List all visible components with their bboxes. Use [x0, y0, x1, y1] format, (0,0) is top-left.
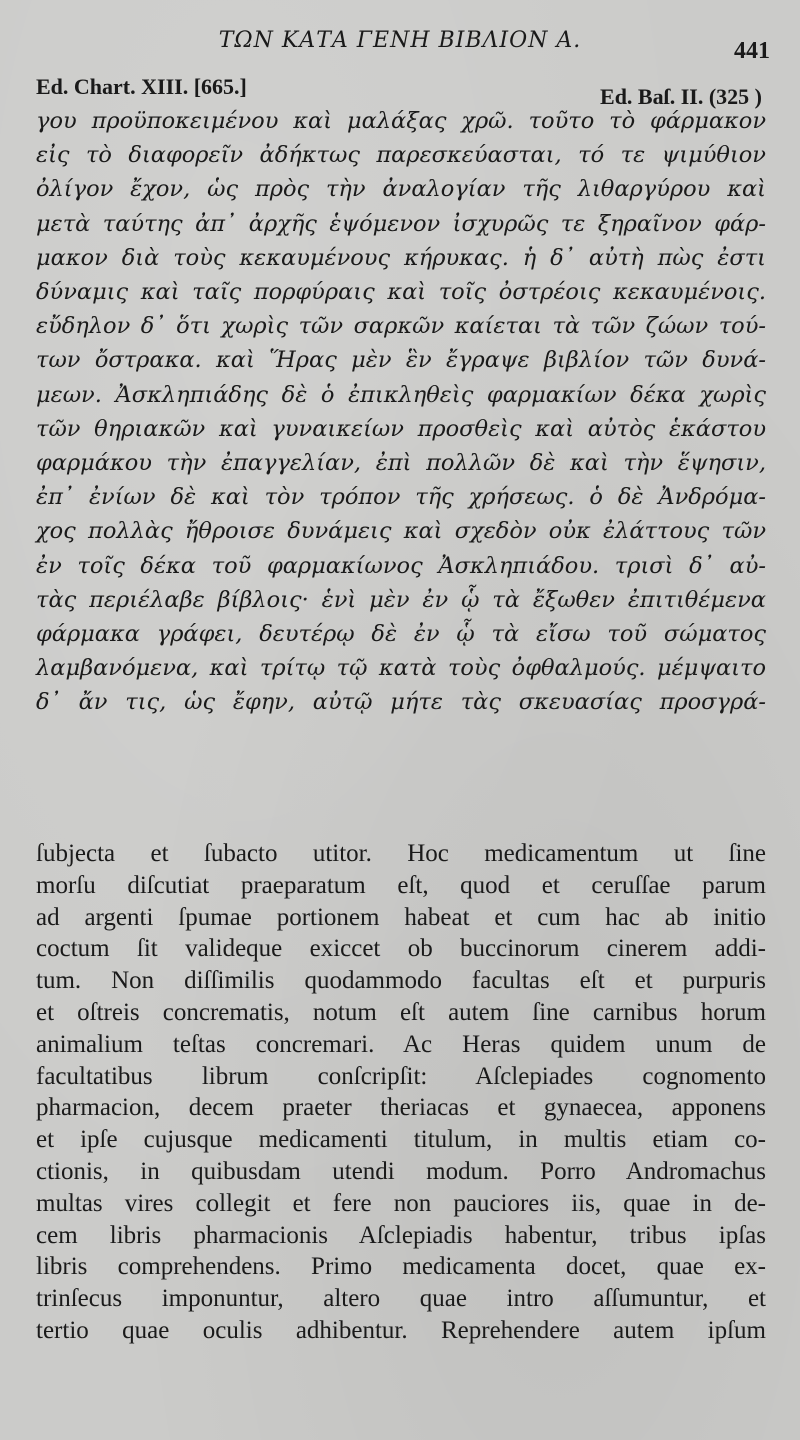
latin-line: ad argenti ſpumae portionem habeat et cum hac ab initio — [36, 903, 766, 931]
greek-line: φάρμακα γράφει, δευτέρῳ δὲ ἐν ᾧ τὰ εἴσω τοῦ σώματος — [36, 621, 766, 648]
latin-line: cem libris pharmacionis Aſclepiadis habentur, tribus ipſas — [36, 1221, 766, 1249]
latin-line: et ipſe cujusque medicamenti titulum, in multis etiam co- — [36, 1126, 766, 1154]
latin-line: facultatibus librum conſcripſit: Aſclepiades cognomento — [36, 1062, 766, 1090]
greek-line: εἰς τὸ διαφορεῖν ἀδήκτως παρεσκεύασται, τό τε ψιμύθιον — [36, 142, 766, 169]
latin-text-block — [36, 838, 766, 1347]
greek-line: δ᾽ ἄν τις, ὡς ἔφην, αὐτῷ μήτε τὰς σκευασίας προσγρά- — [36, 689, 766, 716]
latin-line: pharmacion, decem praeter theriacas et gynaecea, apponens — [36, 1094, 766, 1122]
greek-line: τὰς περιέλαβε βίβλοις· ἑνὶ μὲν ἐν ᾧ τὰ ἔξωθεν ἐπιτιθέμενα — [36, 586, 766, 613]
greek-line: ὀλίγον ἔχον, ὡς πρὸς τὴν ἀναλογίαν τῆς λιθαργύρου καὶ — [36, 176, 766, 203]
greek-line: ἐν τοῖς δέκα τοῦ φαρμακίωνος Ἀσκληπιάδου. τρισὶ δ᾽ αὐ- — [36, 552, 766, 579]
greek-line: γου προϋποκειμένου καὶ μαλάξας χρῶ. τοῦτο τὸ φάρμακον — [36, 108, 766, 134]
greek-line: των ὄστρακα. καὶ Ἥρας μὲν ἓν ἔγραψε βιβλίον τῶν δυνά- — [36, 347, 766, 374]
greek-line: ἐπ᾽ ἐνίων δὲ καὶ τὸν τρόπον τῆς χρήσεως. ὁ δὲ Ἀνδρόμα- — [36, 484, 766, 511]
latin-line: ctionis, in quibusdam utendi modum. Porro Andromachus — [36, 1157, 766, 1185]
latin-line: tertio quae oculis adhibentur. Reprehendere autem ipſum — [36, 1316, 766, 1344]
greek-line: χος πολλὰς ἤθροισε δυνάμεις καὶ σχεδὸν οὐκ ἐλάττους τῶν — [36, 518, 766, 545]
greek-line: δύναμις καὶ ταῖς πορφύραις καὶ τοῖς ὀστρέοις κεκαυμένοις. — [36, 279, 766, 306]
greek-line: μεων. Ἀσκληπιάδης δὲ ὁ ἐπικληθεὶς φαρμακίων δέκα χωρὶς — [36, 381, 766, 408]
running-head: ΤΩΝ ΚΑΤΑ ΓΕΝΗ ΒΙΒΛΙΟΝ Α. — [218, 28, 582, 53]
latin-line: et oſtreis concrematis, notum eſt autem ſine carnibus horum — [36, 998, 766, 1026]
latin-line: ſubjecta et ſubacto utitor. Hoc medicamentum ut ſine — [36, 840, 766, 867]
greek-text-block — [36, 104, 766, 720]
latin-line: tum. Non diſſimilis quodammodo facultas eſt et purpuris — [36, 967, 766, 995]
latin-line: animalium teſtas concremari. Ac Heras quidem unum de — [36, 1030, 766, 1058]
greek-line: τῶν θηριακῶν καὶ γυναικείων προσθεὶς καὶ αὐτὸς ἑκάστου — [36, 415, 766, 442]
greek-line: εὔδηλον δ᾽ ὅτι χωρὶς τῶν σαρκῶν καίεται τὰ τῶν ζώων τού- — [36, 313, 766, 340]
latin-line: libris comprehendens. Primo medicamenta docet, quae ex- — [36, 1253, 766, 1281]
greek-line: φαρμάκου τὴν ἐπαγγελίαν, ἐπὶ πολλῶν δὲ καὶ τὴν ἕψησιν, — [36, 450, 766, 477]
edition-reference-basel: Ed. Baſ. II. (325 ) — [600, 84, 762, 109]
greek-line: μετὰ ταύτης ἀπ᾽ ἀρχῆς ἑψόμενον ἰσχυρῶς τε ξηραῖνον φάρ- — [36, 210, 766, 237]
page-number: 441 — [734, 38, 770, 64]
edition-reference-chartier: Ed. Chart. XIII. [665.] — [36, 74, 247, 99]
latin-line: trinſecus imponuntur, altero quae intro aſſumuntur, et — [36, 1285, 766, 1313]
greek-line: μακον διὰ τοὺς κεκαυμένους κήρυκας. ἡ δ᾽ αὐτὴ πὼς ἐστι — [36, 244, 766, 271]
latin-line: morſu diſcutiat praeparatum eſt, quod et ceruſſae parum — [36, 871, 766, 899]
greek-line: λαμβανόμενα, καὶ τρίτῳ τῷ κατὰ τοὺς ὀφθαλμούς. μέμψαιτο — [36, 655, 766, 682]
latin-line: coctum ſit valideque exiccet ob buccinorum cinerem addi- — [36, 935, 766, 963]
latin-line: multas vires collegit et fere non pauciores iis, quae in de- — [36, 1189, 766, 1217]
